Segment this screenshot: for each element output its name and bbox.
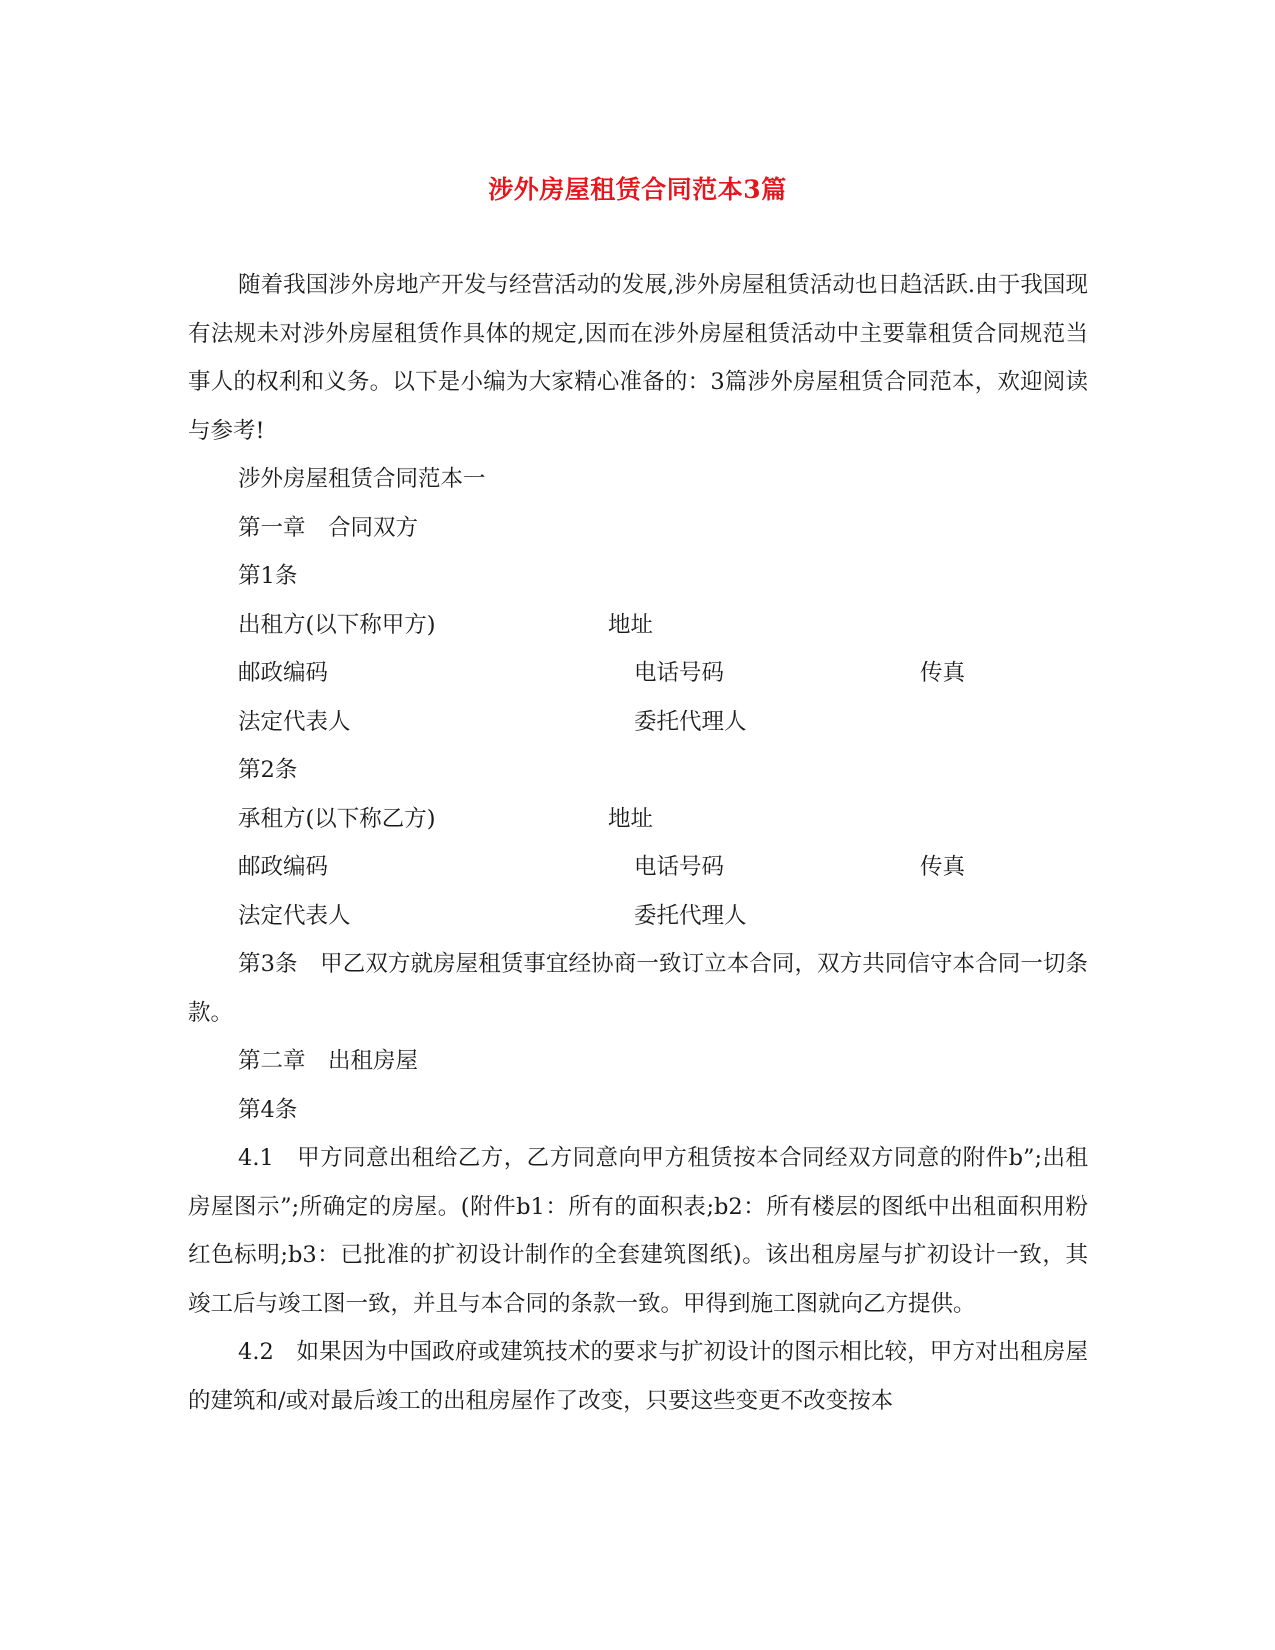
lessor-phone-label: 电话号码: [634, 660, 725, 686]
article-2-line: [188, 746, 1088, 795]
lessee-postcode-label: 邮政编码: [238, 854, 329, 880]
lessor-line-1: [188, 601, 1088, 650]
article-4-line: [188, 1086, 1088, 1135]
lessee-line-2: [188, 843, 1088, 892]
lessor-fax-label: 传真: [920, 660, 966, 686]
article-3-paragraph: 第3条 甲乙双方就房屋租赁事宜经协商一致订立本合同，双方共同信守本合同一切条款。: [188, 951, 1088, 1026]
lessee-agent-label: 委托代理人: [634, 902, 747, 929]
lessee-line-3: [188, 892, 1088, 941]
lessee-label: 承租方(以下称乙方): [238, 805, 436, 832]
lessee-legal-rep-label: 法定代表人: [238, 902, 351, 929]
document-body: [188, 261, 1088, 1425]
lessor-agent-label: 委托代理人: [634, 708, 747, 735]
article-1-heading: 第1条: [238, 563, 298, 589]
lessor-postcode-label: 邮政编码: [238, 660, 329, 686]
clause-4-2-paragraph: 4.2 如果因为中国政府或建筑技术的要求与扩初设计的图示相比较，甲方对出租房屋的建筑和/或对最后竣工的出租房屋作了改变，只要这些变更不改变按本: [188, 1339, 1088, 1414]
sample-heading-line: [188, 455, 1088, 504]
chapter-2-heading: 第二章 出租房屋: [238, 1048, 419, 1074]
lessor-line-3: [188, 698, 1088, 747]
lessor-legal-rep-label: 法定代表人: [238, 708, 351, 735]
chapter-2-line: [188, 1037, 1088, 1086]
clause-4-1-paragraph: 4.1 甲方同意出租给乙方，乙方同意向甲方租赁按本合同经双方同意的附件b”;出租房屋图示”;所确定的房屋。(附件b1：所有的面积表;b2：所有楼层的图纸中出租面积用粉红色标明;b3：已批准的扩初设计制作的全套建筑图纸)。该出租房屋与扩初设计一致，其竣工后与竣工图一致，并且与本合同的条款一致。甲得到施工图就向乙方提供。: [188, 1145, 1088, 1317]
lessor-label: 出租方(以下称甲方): [238, 611, 436, 638]
lessor-address-label: 地址: [608, 611, 654, 638]
article-4-heading: 第4条: [238, 1096, 298, 1123]
lessee-address-label: 地址: [608, 805, 654, 832]
intro-paragraph: 随着我国涉外房地产开发与经营活动的发展,涉外房屋租赁活动也日趋活跃.由于我国现有法规未对涉外房屋租赁作具体的规定,因而在涉外房屋租赁活动中主要靠租赁合同规范当事人的权利和义务。以下是小编为大家精心准备的：3篇涉外房屋租赁合同范本，欢迎阅读与参考!: [188, 272, 1088, 444]
chapter-1-heading: 第一章 合同双方: [238, 514, 419, 541]
article-2-heading: 第2条: [238, 757, 298, 783]
lessor-line-2: [188, 649, 1088, 698]
document-title: 涉外房屋租赁合同范本3篇: [488, 175, 787, 204]
article-1-line: [188, 552, 1088, 601]
lessee-line-1: [188, 795, 1088, 844]
lessee-fax-label: 传真: [920, 854, 966, 880]
chapter-1-line: [188, 504, 1088, 553]
sample-heading: 涉外房屋租赁合同范本一: [238, 466, 486, 492]
lessee-phone-label: 电话号码: [634, 854, 725, 880]
